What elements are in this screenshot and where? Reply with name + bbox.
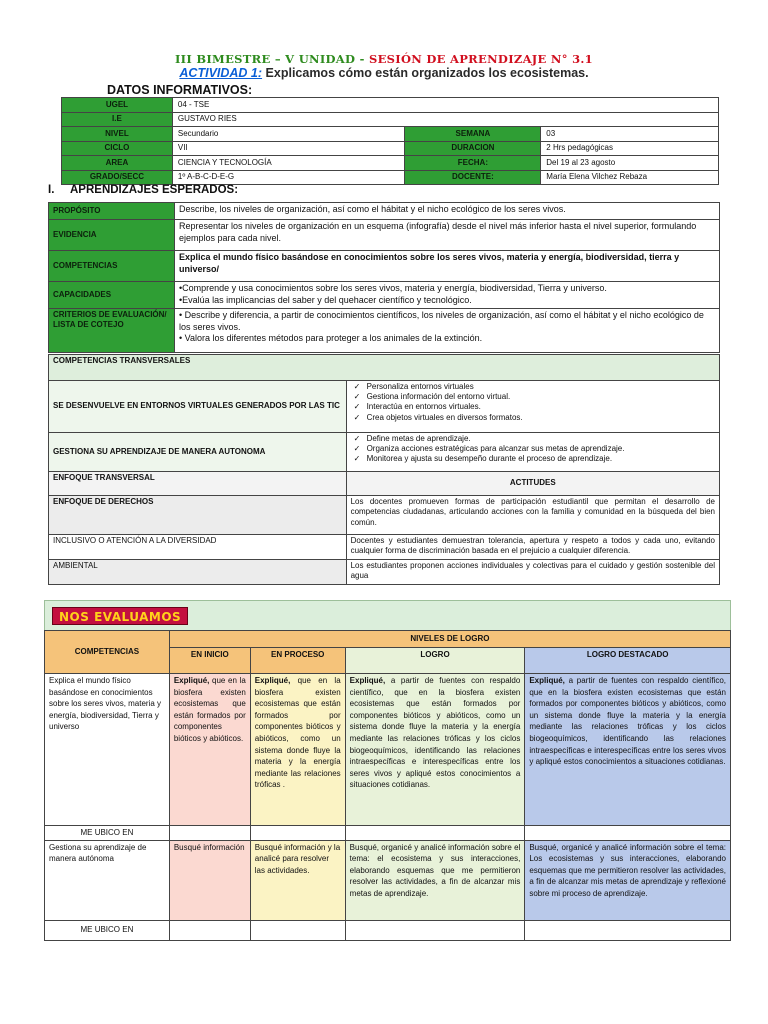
capacidades-label: CAPACIDADES (49, 282, 175, 309)
ev-competencias-header: COMPETENCIAS (45, 631, 170, 674)
ev-proceso-header: EN PROCESO (250, 648, 345, 674)
ambiental-label: AMBIENTAL (49, 560, 347, 585)
fecha-label: FECHA: (405, 156, 541, 171)
ev-ubico1-inicio (169, 826, 250, 841)
ev-destacado1 (525, 674, 731, 826)
ev-inicio1-bold: Expliqué, (173, 676, 210, 685)
fecha-value: Del 19 al 23 agosto (541, 156, 719, 171)
transversales-title: COMPETENCIAS TRANSVERSALES (49, 355, 720, 381)
grado-label: GRADO/SECC (62, 170, 173, 185)
ev-logro1 (345, 674, 525, 826)
ambiental-value: Los estudiantes proponen acciones individuales y colectivas para el cuidado y gestión sostenible del agua (346, 560, 719, 585)
activity-text: Explicamos cómo están organizados los ecosistemas. (265, 66, 589, 80)
tic-label: SE DESENVUELVE EN ENTORNOS VIRTUALES GENERADOS POR LAS TIC (49, 381, 347, 433)
area-label: AREA (62, 156, 173, 171)
ciclo-value: VII (172, 141, 405, 156)
enfoque-label: ENFOQUE TRANSVERSAL (49, 472, 347, 496)
ciclo-label: CICLO (62, 141, 173, 156)
ugel-value: 04 - TSE (172, 98, 718, 113)
transversales-table (48, 354, 720, 585)
ev-logro2: Busqué, organicé y analicé información sobre el tema: el ecosistema y sus interacciones, elaborando esquemas que me permitieron resolver las actividades, a fin de alcanzar mis metas de aprendizaje. (345, 840, 525, 920)
ev-proceso1-bold: Expliqué, (254, 676, 291, 685)
ev-proceso1 (250, 674, 345, 826)
aprendizajes-num: I. (48, 184, 55, 196)
ev-comp2: Gestiona su aprendizaje de manera autónoma (45, 840, 170, 920)
ev-destacado1-bold: Expliqué, (529, 676, 565, 685)
gestiona-item: ✓ Monitorea y ajusta su desempeño durante el proceso de aprendizaje. (351, 454, 715, 464)
gestiona-item: ✓ Define metas de aprendizaje. (351, 434, 715, 444)
actitudes-label: ACTITUDES (346, 472, 719, 496)
ev-inicio2: Busqué información (169, 840, 250, 920)
nivel-value: Secundario (172, 127, 405, 142)
gestiona-list (346, 433, 719, 472)
datos-title: DATOS INFORMATIVOS: (107, 83, 253, 97)
capacidad-1: •Comprende y usa conocimientos sobre los seres vivos, materia y energía, biodiversidad, Tierra y universo. (179, 283, 607, 293)
criterio-2: • Valora los diferentes métodos para proteger a los animales de la extinción. (179, 333, 483, 344)
ev-niveles-header: NIVELES DE LOGRO (169, 631, 730, 648)
docente-value: María Elena Vilchez Rebaza (541, 170, 719, 185)
inclusivo-value: Docentes y estudiantes demuestran tolerancia, apertura y respeto a todos y cada uno, evitando cualquier forma de discriminación basada en el prejuicio a cualquier diferencia. (346, 535, 719, 560)
semana-label: SEMANA (405, 127, 541, 142)
ev-destacado-header: LOGRO DESTACADO (525, 648, 731, 674)
nivel-label: NIVEL (62, 127, 173, 142)
ev-inicio1 (169, 674, 250, 826)
ev-ubico2-logro (345, 920, 525, 940)
docente-label: DOCENTE: (405, 170, 541, 185)
ie-value: GUSTAVO RIES (172, 112, 718, 127)
aprendizajes-title-text: APRENDIZAJES ESPERADOS: (70, 184, 239, 196)
ev-logro-header: LOGRO (345, 648, 525, 674)
capacidad-2: •Evalúa las implicancias del saber y del quehacer científico y tecnológico. (179, 294, 472, 305)
ev-ubico2-inicio (169, 920, 250, 940)
ev-ubico2-proceso (250, 920, 345, 940)
competencias-value: Explica el mundo físico basándose en conocimientos sobre los seres vivos, materia y energía, biodiversidad, tierra y universo/ (175, 251, 720, 282)
bimestre-label: III BIMESTRE – V UNIDAD - (175, 52, 365, 66)
ev-ubico2-destacado (525, 920, 731, 940)
tic-item: ✓ Personaliza entornos virtuales (351, 382, 715, 392)
evidencia-value: Representar los niveles de organización en un esquema (infografía) desde el nivel más inferior hasta el nivel superior, formulando ejemplos para cada nivel. (175, 220, 720, 251)
sesion-label: SESIÓN DE APRENDIZAJE N° 3.1 (368, 52, 593, 66)
tic-item: ✓ Interactúa en entornos virtuales. (351, 402, 715, 412)
ev-ubico1-proceso (250, 826, 345, 841)
evaluamos-table (44, 630, 731, 941)
datos-table (61, 97, 719, 185)
ev-ubico1-destacado (525, 826, 731, 841)
tic-item: ✓ Gestiona información del entorno virtual. (351, 392, 715, 402)
ev-inicio1-text: que en la biosfera existen ecosistemas que están formados por componentes bióticos y abióticos. (173, 676, 246, 743)
ev-inicio-header: EN INICIO (169, 648, 250, 674)
ev-comp1: Explica el mundo físico basándose en conocimientos sobre los seres vivos, materia y energía, biodiversidad, Tierra y universo (45, 674, 170, 826)
tic-list (346, 381, 719, 433)
proposito-value: Describe, los niveles de organización, así como el hábitat y el nicho ecológico de los seres vivos. (175, 203, 720, 220)
competencias-label: COMPETENCIAS (49, 251, 175, 282)
ev-logro1-bold: Expliqué, (349, 676, 386, 685)
ev-destacado1-text: a partir de fuentes con respaldo científico, que en la biosfera existen ecosistemas que están formados por componentes bióticos y abióticos, como un sistema donde fluye la materia y la energía mediante las relaciones tróficas y los ciclos biogeoquímicos, identificando las relaciones intraespecíficas e interespecíficas entre los seres vivos y apliqué estos conocimientos a situaciones cotidianas. (529, 676, 726, 767)
tic-item: ✓ Crea objetos virtuales en diversos formatos. (351, 413, 715, 423)
ev-logro1-text: a partir de fuentes con respaldo científico, que en la biosfera existen ecosistemas que están formados por componentes bióticos y abióticos, como un sistema donde fluye la materia y la energía mediante las relaciones tróficas y los ciclos biogeoquímicos, identificando las relaciones intraespecíficas e interespecíficas entre los seres vivos y apliqué estos conocimientos a situaciones cotidianas. (349, 676, 521, 790)
ev-ubico2: ME UBICO EN (45, 920, 170, 940)
ev-ubico1: ME UBICO EN (45, 826, 170, 841)
activity-label: ACTIVIDAD 1: (179, 66, 263, 80)
activity-title (0, 66, 768, 80)
ev-proceso2: Busqué información y la analicé para resolver las actividades. (250, 840, 345, 920)
session-title (0, 52, 768, 66)
inclusivo-label: INCLUSIVO O ATENCIÓN A LA DIVERSIDAD (49, 535, 347, 560)
criterio-1: • Describe y diferencia, a partir de conocimientos científicos, los niveles de organización, así como el hábitat y el nicho ecológico de los seres vivos. (179, 310, 704, 332)
ie-label: I.E (62, 112, 173, 127)
duracion-value: 2 Hrs pedagógicas (541, 141, 719, 156)
aprendizajes-table (48, 202, 720, 353)
evaluamos-banner: NOS EVALUAMOS (52, 607, 188, 625)
criterios-label: CRITERIOS DE EVALUACIÓN/ LISTA DE COTEJO (49, 309, 175, 353)
criterios-value (175, 309, 720, 353)
derechos-value: Los docentes promueven formas de participación estudiantil que permitan el desarrollo de competencias ciudadanas, articulando acciones con la familia y comunidad en la búsqueda del bien común. (346, 496, 719, 535)
area-value: CIENCIA Y TECNOLOGÍA (172, 156, 405, 171)
gestiona-item: ✓ Organiza acciones estratégicas para alcanzar sus metas de aprendizaje. (351, 444, 715, 454)
gestiona-label: GESTIONA SU APRENDIZAJE DE MANERA AUTONOMA (49, 433, 347, 472)
ev-proceso1-text: que en la biosfera existen ecosistemas que están formados por componentes bióticos y abióticos, como un sistema donde fluye la materia y la energía mediante las relaciones tróficas . (254, 676, 341, 790)
ev-destacado2: Busqué, organicé y analicé información sobre el tema: Los ecosistemas y sus interacciones, elaborando esquemas que me permitieron resolver las actividades, a fin de alcanzar mis metas de aprendizaje y reflexioné sobre mi proceso de aprendizaje. (525, 840, 731, 920)
semana-value: 03 (541, 127, 719, 142)
proposito-label: PROPÓSITO (49, 203, 175, 220)
ev-ubico1-logro (345, 826, 525, 841)
duracion-label: DURACION (405, 141, 541, 156)
derechos-label: ENFOQUE DE DERECHOS (49, 496, 347, 535)
grado-value: 1º A-B-C-D-E-G (172, 170, 405, 185)
ugel-label: UGEL (62, 98, 173, 113)
capacidades-value (175, 282, 720, 309)
aprendizajes-title (48, 184, 238, 196)
evidencia-label: EVIDENCIA (49, 220, 175, 251)
